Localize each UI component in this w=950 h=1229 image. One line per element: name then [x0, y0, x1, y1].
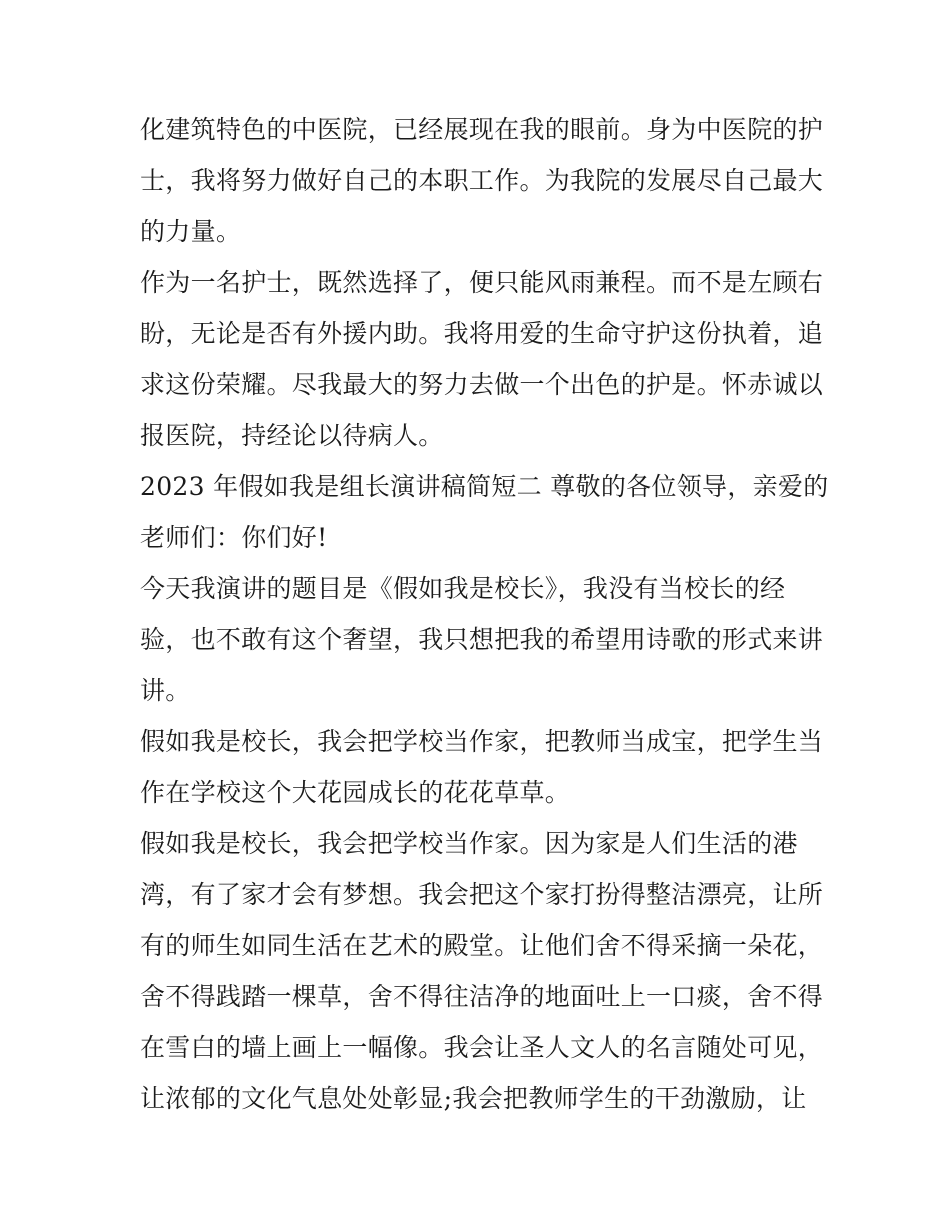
text-line: 报医院，持经论以待病人。	[140, 421, 444, 450]
text-line: 验，也不敢有这个奢望，我只想把我的希望用诗歌的形式来讲	[140, 625, 824, 654]
text-line: 作为一名护士，既然选择了，便只能风雨兼程。而不是左顾右	[140, 268, 824, 297]
document-text	[140, 104, 830, 1124]
text-line: 化建筑特色的中医院，已经展现在我的眼前。身为中医院的护	[140, 115, 824, 144]
text-line: 2023 年假如我是组长演讲稿简短二 尊敬的各位领导，亲爱的	[140, 472, 829, 501]
text-line: 湾，有了家才会有梦想。我会把这个家打扮得整洁漂亮，让所	[140, 880, 824, 909]
text-line: 盼，无论是否有外援内助。我将用爱的生命守护这份执着，追	[140, 319, 824, 348]
text-line: 让浓郁的文化气息处处彰显;我会把教师学生的干劲激励，让	[140, 1084, 807, 1113]
text-line: 士，我将努力做好自己的本职工作。为我院的发展尽自己最大	[140, 166, 824, 195]
text-line: 求这份荣耀。尽我最大的努力去做一个出色的护是。怀赤诚以	[140, 370, 824, 399]
text-line: 讲。	[140, 676, 191, 705]
text-line: 舍不得践踏一棵草，舍不得往洁净的地面吐上一口痰，舍不得	[140, 982, 824, 1011]
text-line: 有的师生如同生活在艺术的殿堂。让他们舍不得采摘一朵花，	[140, 931, 824, 960]
text-line: 今天我演讲的题目是《假如我是校长》，我没有当校长的经	[140, 574, 786, 603]
text-line: 在雪白的墙上画上一幅像。我会让圣人文人的名言随处可见，	[140, 1033, 824, 1062]
text-line: 假如我是校长，我会把学校当作家，把教师当成宝，把学生当	[140, 727, 824, 756]
text-line: 假如我是校长，我会把学校当作家。因为家是人们生活的港	[140, 829, 798, 858]
text-line: 老师们：你们好!	[140, 523, 328, 552]
text-line: 作在学校这个大花园成长的花花草草。	[140, 778, 571, 807]
text-line: 的力量。	[140, 217, 242, 246]
